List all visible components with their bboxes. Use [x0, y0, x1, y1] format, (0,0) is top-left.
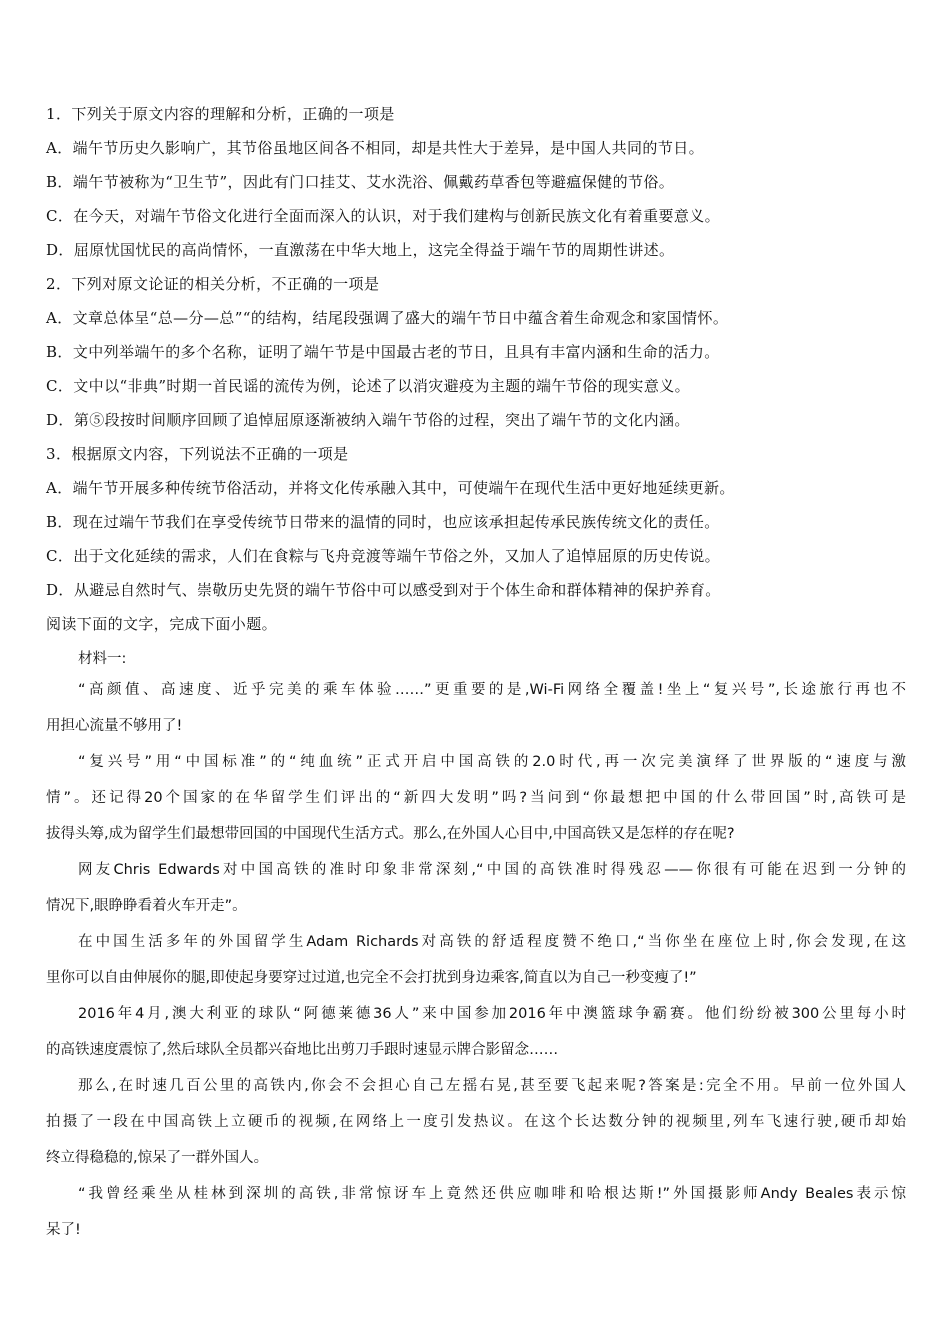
question-1-option-a: A．端午节历史久影响广，其节俗虽地区间各不相同，却是共性大于差异，是中国人共同的节日。: [46, 139, 705, 157]
material-paragraph-1-line-2: 用担心流量不够用了!: [46, 718, 183, 734]
material-paragraph-7-line-1: “我曾经乘坐从桂林到深圳的高铁,非常惊讶车上竟然还供应咖啡和哈根达斯!”外国摄影师Andy Beales表示惊: [78, 1186, 906, 1202]
question-2-option-b: B．文中列举端午的多个名称，证明了端午节是中国最古老的节日，且具有丰富内涵和生命的活力。: [46, 343, 720, 361]
reading-instruction: 阅读下面的文字，完成下面小题。: [46, 615, 278, 633]
material-paragraph-5-line-2: 的高铁速度震惊了,然后球队全员都兴奋地比出剪刀手跟时速显示牌合影留念……: [46, 1042, 559, 1058]
question-1-option-c: C．在今天，对端午节俗文化进行全面而深入的认识，对于我们建构与创新民族文化有着重要意义。: [46, 207, 721, 225]
material-paragraph-2-line-1: “复兴号”用“中国标准”的“纯血统”正式开启中国高铁的2.0时代,再一次完美演绎了世界版的“速度与激: [78, 754, 906, 770]
question-3-option-c: C．出于文化延续的需求，人们在食粽与飞舟竞渡等端午节俗之外，又加人了追悼屈原的历史传说。: [46, 547, 721, 565]
question-2-option-c: C．文中以“非典”时期一首民谣的流传为例，论述了以消灾避疫为主题的端午节俗的现实意义。: [46, 377, 691, 395]
question-3-option-a: A．端午节开展多种传统节俗活动，并将文化传承融入其中，可使端午在现代生活中更好地延续更新。: [46, 479, 735, 497]
question-2-stem: 2．下列对原文论证的相关分析，不正确的一项是: [46, 275, 380, 293]
material-paragraph-7-line-2: 呆了!: [46, 1222, 81, 1238]
material-paragraph-5-line-1: 2016年4月,澳大利亚的球队“阿德莱德36人”来中国参加2016年中澳篮球争霸赛。他们纷纷被300公里每小时: [78, 1006, 906, 1022]
question-3-stem: 3．根据原文内容，下列说法不正确的一项是: [46, 445, 349, 463]
material-paragraph-1-line-1: “高颜值、高速度、近乎完美的乘车体验……”更重要的是,Wi-Fi网络全覆盖!坐上“复兴号”,长途旅行再也不: [78, 682, 906, 698]
material-paragraph-6-line-2: 拍摄了一段在中国高铁上立硬币的视频,在网络上一度引发热议。在这个长达数分钟的视频里,列车飞速行驶,硬币却始: [46, 1114, 906, 1130]
question-2-option-a: A．文章总体呈“总—分—总”“的结构，结尾段强调了盛大的端午节日中蕴含着生命观念和家国情怀。: [46, 309, 729, 327]
material-paragraph-2-line-3: 拔得头筹,成为留学生们最想带回国的中国现代生活方式。那么,在外国人心目中,中国高铁又是怎样的存在呢?: [46, 826, 735, 842]
material-paragraph-4-line-2: 里你可以自由伸展你的腿,即使起身要穿过过道,也完全不会打扰到身边乘客,简直以为自己一秒变瘦了!”: [46, 970, 697, 986]
question-1-stem: 1．下列关于原文内容的理解和分析，正确的一项是: [46, 105, 395, 123]
question-1-option-b: B．端午节被称为“卫生节”，因此有门口挂艾、艾水洗浴、佩戴药草香包等避瘟保健的节俗。: [46, 173, 675, 191]
question-3-option-b: B．现在过端午节我们在享受传统节日带来的温情的同时，也应该承担起传承民族传统文化的责任。: [46, 513, 720, 531]
material-heading: 材料一:: [78, 651, 127, 667]
material-paragraph-2-line-2: 情”。还记得20个国家的在华留学生们评出的“新四大发明”吗?当问到“你最想把中国的什么带回国”时,高铁可是: [46, 790, 906, 806]
question-2-option-d: D．第⑤段按时间顺序回顾了追悼屈原逐渐被纳入端午节俗的过程，突出了端午节的文化内涵。: [46, 411, 690, 429]
material-paragraph-6-line-1: 那么,在时速几百公里的高铁内,你会不会担心自己左摇右晃,甚至要飞起来呢?答案是:完全不用。早前一位外国人: [78, 1078, 906, 1094]
material-paragraph-6-line-3: 终立得稳稳的,惊呆了一群外国人。: [46, 1150, 269, 1166]
material-paragraph-3-line-1: 网友Chris Edwards对中国高铁的准时印象非常深刻,“中国的高铁准时得残忍——你很有可能在迟到一分钟的: [78, 862, 906, 878]
question-1-option-d: D．屈原忧国忧民的高尚情怀，一直激荡在中华大地上，这完全得益于端午节的周期性讲述。: [46, 241, 675, 259]
material-paragraph-4-line-1: 在中国生活多年的外国留学生Adam Richards对高铁的舒适程度赞不绝口,“当你坐在座位上时,你会发现,在这: [78, 934, 906, 950]
question-3-option-d: D．从避忌自然时气、崇敬历史先贤的端午节俗中可以感受到对于个体生命和群体精神的保护养育。: [46, 581, 721, 599]
material-paragraph-3-line-2: 情况下,眼睁睁看着火车开走”。: [46, 898, 247, 914]
